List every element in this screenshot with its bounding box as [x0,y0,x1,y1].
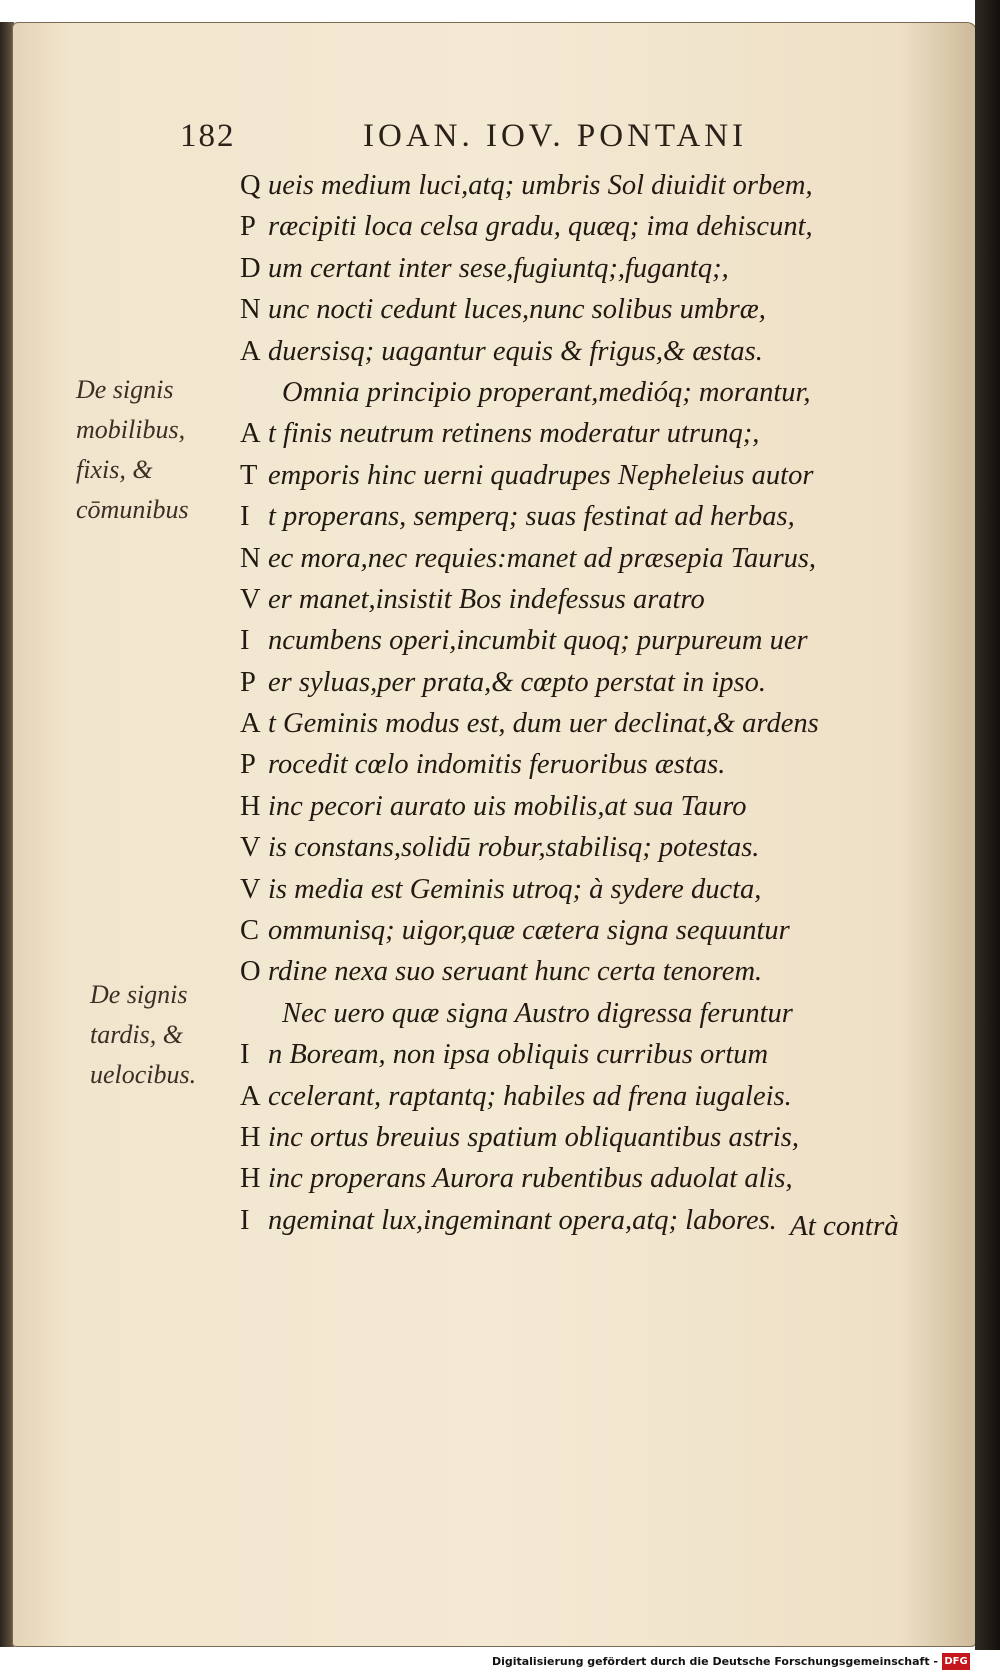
verse-text: er syluas,per prata,& cœpto perstat in ipso. [268,666,766,698]
marginal-note-line: De signis [76,375,174,404]
dfg-logo: DFG [942,1653,970,1670]
verse-text: ccelerant, raptantq; habiles ad frena iugaleis. [268,1080,792,1112]
verse-text: ommunisq; uigor,quæ cætera signa sequuntur [268,915,790,947]
verse-line [240,993,965,1034]
verse-text: t properans, semperq; suas festinat ad herbas, [268,501,795,533]
verse-text: is constans,solidū robur,stabilisq; potestas. [268,832,760,864]
marginal-note-line: fixis, & [76,455,153,484]
verse-line [240,372,965,413]
verse-initial: A [240,1080,261,1112]
verse-text: Nec uero quæ signa Austro digressa feruntur [282,997,793,1029]
verse-initial: D [240,252,261,284]
marginal-note-line: cōmunibus [76,495,189,524]
verse-line [240,331,965,372]
verse-text: er manet,insistit Bos indefessus aratro [268,583,705,615]
verse-initial: H [240,1163,261,1195]
verse-text: ngeminat lux,ingeminant opera,atq; labores. [268,1204,777,1236]
verse-initial: H [240,790,261,822]
verse-text: rocedit cœlo indomitis feruoribus æstas. [268,749,726,781]
verse-text: t Geminis modus est, dum uer declinat,& ardens [268,708,819,740]
verse-initial: V [240,832,261,864]
footer-bar [0,1650,1000,1676]
verse-line [240,206,965,247]
verse-text: ec mora,nec requies:manet ad præsepia Taurus, [268,542,817,574]
verse-line [240,248,965,289]
verse-text: Omnia principio properant,medióq; morantur, [282,376,811,408]
verse-line [240,1034,965,1075]
verse-line [240,951,965,992]
verse-line [240,289,965,330]
verse-initial: C [240,915,260,947]
marginal-note-line: mobilibus, [76,415,186,444]
verse-text: inc ortus breuius spatium obliquantibus astris, [268,1121,799,1153]
verse-initial: O [240,956,261,988]
verse-text: inc properans Aurora rubentibus aduolat alis, [268,1163,793,1195]
page-number: 182 [180,118,236,154]
verse-initial: T [240,459,258,491]
verse-block [240,165,965,1241]
running-title: IOAN. IOV. PONTANI [363,118,748,154]
verse-line [240,1158,965,1199]
verse-line [240,786,965,827]
verse-initial: P [240,749,256,781]
verse-initial: I [240,625,250,657]
verse-initial: P [240,666,256,698]
verse-text: um certant inter sese,fugiuntq;,fugantq;, [268,252,729,284]
verse-text: duersisq; uagantur equis & frigus,& æstas. [268,335,763,367]
verse-line [240,910,965,951]
marginal-note-2 [90,975,196,1095]
verse-line [240,165,965,206]
verse-initial: V [240,873,261,905]
verse-line [240,744,965,785]
page-header [180,118,820,158]
verse-line [240,413,965,454]
verse-initial: H [240,1121,261,1153]
verse-initial: I [240,501,250,533]
verse-initial: A [240,335,261,367]
verse-initial: N [240,294,261,326]
verse-text: rdine nexa suo seruant hunc certa tenorem. [268,956,763,988]
verse-initial: I [240,1204,250,1236]
verse-text: inc pecori aurato uis mobilis,at sua Tauro [268,790,747,822]
verse-text: ræcipiti loca celsa gradu, quæq; ima dehiscunt, [268,211,813,243]
verse-initial: P [240,211,256,243]
verse-initial: A [240,418,261,450]
verse-initial: I [240,1039,250,1071]
catchword: At contrà [790,1210,899,1242]
verse-text: ueis medium luci,atq; umbris Sol diuidit orbem, [268,170,813,201]
verse-initial: Q [240,170,261,201]
verse-line [240,662,965,703]
verse-text: unc nocti cedunt luces,nunc solibus umbræ, [268,294,766,326]
verse-line [240,827,965,868]
verse-initial: V [240,583,261,615]
verse-line [240,620,965,661]
verse-line [240,455,965,496]
verse-line [240,538,965,579]
marginal-note-line: De signis [90,980,188,1009]
verse-initial: A [240,708,261,740]
verse-line [240,1117,965,1158]
verse-line [240,496,965,537]
verse-line [240,1076,965,1117]
verse-text: ncumbens operi,incumbit quoq; purpureum uer [268,625,808,657]
marginal-note-line: tardis, & [90,1020,183,1049]
verse-line [240,869,965,910]
verse-line [240,579,965,620]
verse-text: is media est Geminis utroq; à sydere ducta, [268,873,762,905]
footer-credit: Digitalisierung gefördert durch die Deutsche Forschungsgemeinschaft - [491,1655,938,1668]
verse-text: t finis neutrum retinens moderatur utrunq;, [268,418,760,450]
verse-text: emporis hinc uerni quadrupes Nepheleius autor [268,459,814,491]
verse-text: n Boream, non ipsa obliquis curribus ortum [268,1039,769,1071]
page-edge [975,0,1000,1650]
marginal-note-line: uelocibus. [90,1060,197,1089]
verse-initial: N [240,542,261,574]
marginal-note-1 [76,370,189,530]
verse-line [240,703,965,744]
